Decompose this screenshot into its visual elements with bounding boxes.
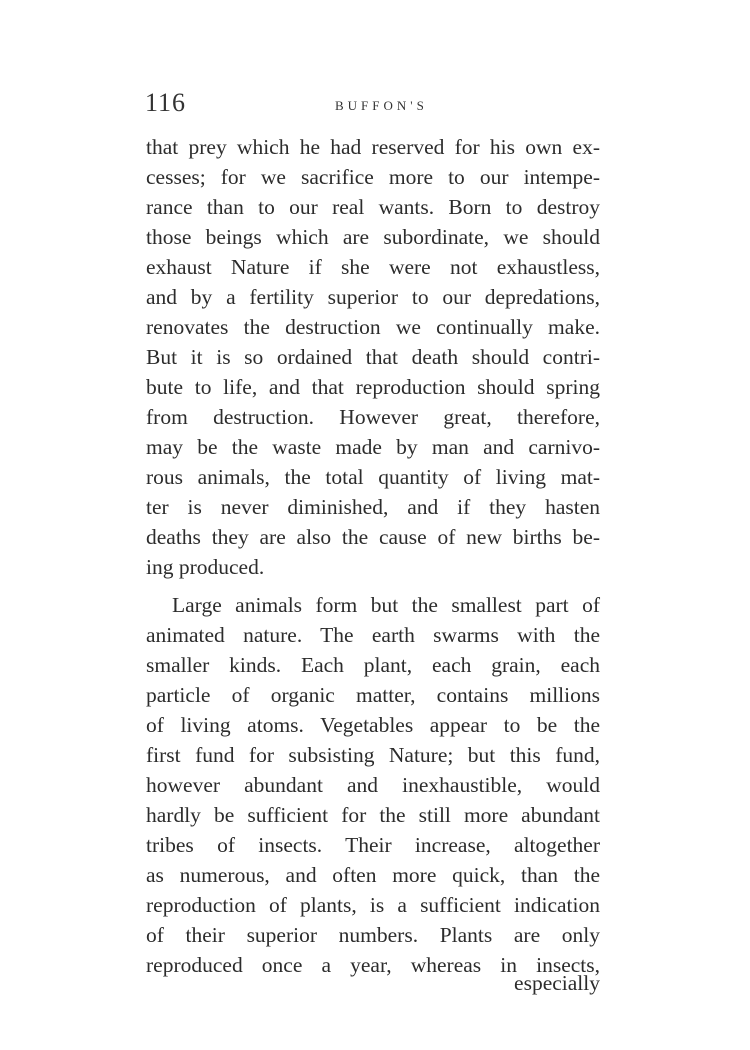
catchword: especially — [514, 971, 600, 995]
page-header — [145, 88, 600, 122]
text-line: hardly be sufficient for the still more abundant — [146, 803, 600, 827]
text-line: as numerous, and often more quick, than the — [146, 863, 600, 887]
text-line: animated nature. The earth swarms with the — [146, 623, 600, 647]
page-number: 116 — [145, 88, 187, 117]
text-line: ing produced. — [146, 555, 265, 579]
text-line: ter is never diminished, and if they hasten — [146, 495, 600, 519]
paragraph-gap — [146, 582, 600, 590]
text-line: tribes of insects. Their increase, altogether — [146, 833, 600, 857]
text-line: of living atoms. Vegetables appear to be the — [146, 713, 600, 737]
text-line: that prey which he had reserved for his own ex- — [146, 135, 600, 159]
text-line: of their superior numbers. Plants are only — [146, 923, 600, 947]
text-line: first fund for subsisting Nature; but this fund, — [146, 743, 600, 767]
running-head: BUFFON'S — [335, 98, 428, 113]
text-line: smaller kinds. Each plant, each grain, each — [146, 653, 600, 677]
body-text — [146, 132, 600, 980]
text-line: cesses; for we sacrifice more to our intempe- — [146, 165, 600, 189]
text-line: from destruction. However great, therefore, — [146, 405, 600, 429]
text-line: those beings which are subordinate, we should — [146, 225, 600, 249]
text-line: bute to life, and that reproduction should spring — [146, 375, 600, 399]
text-line: rous animals, the total quantity of living mat- — [146, 465, 600, 489]
text-line: deaths they are also the cause of new births be- — [146, 525, 600, 549]
text-line: exhaust Nature if she were not exhaustless, — [146, 255, 600, 279]
text-line: reproduced once a year, whereas in insects, — [146, 953, 600, 977]
text-line: may be the waste made by man and carnivo- — [146, 435, 600, 459]
text-line: Large animals form but the smallest part of — [172, 593, 600, 617]
text-line: But it is so ordained that death should contri- — [146, 345, 600, 369]
text-line: however abundant and inexhaustible, would — [146, 773, 600, 797]
paragraph — [146, 590, 600, 980]
paragraph — [146, 132, 600, 582]
text-line: reproduction of plants, is a sufficient indication — [146, 893, 600, 917]
text-line: and by a fertility superior to our depredations, — [146, 285, 600, 309]
text-line: rance than to our real wants. Born to destroy — [146, 195, 600, 219]
text-line: renovates the destruction we continually make. — [146, 315, 600, 339]
text-line: particle of organic matter, contains millions — [146, 683, 600, 707]
